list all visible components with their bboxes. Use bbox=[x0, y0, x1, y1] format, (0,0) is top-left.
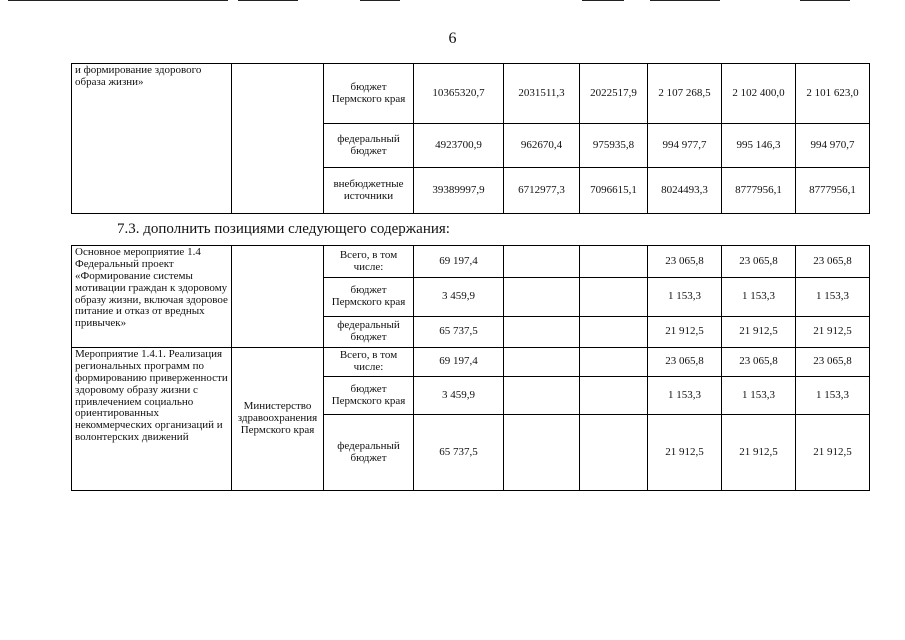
value-cell: 1 153,3 bbox=[796, 278, 870, 317]
value-cell: 21 912,5 bbox=[648, 415, 722, 491]
program-name-cell: и формирование здорового образа жизни» bbox=[72, 64, 232, 214]
value-cell bbox=[504, 278, 580, 317]
top-edge-line bbox=[650, 0, 720, 1]
activity-name-cell: Мероприятие 1.4.1. Реализация региональных программ по формированию приверженности здоровому образу жизни с привлечением социально ориентированных некоммерческих организаций и волонтерских движений bbox=[72, 348, 232, 491]
value-cell: 8777956,1 bbox=[722, 168, 796, 214]
value-cell: 21 912,5 bbox=[796, 415, 870, 491]
value-cell: 994 970,7 bbox=[796, 124, 870, 168]
value-cell: 1 153,3 bbox=[648, 278, 722, 317]
funding-source-cell: федеральный бюджет bbox=[324, 415, 414, 491]
value-cell: 1 153,3 bbox=[796, 377, 870, 415]
funding-source-cell: бюджет Пермского края bbox=[324, 278, 414, 317]
value-cell: 23 065,8 bbox=[648, 246, 722, 278]
value-cell: 21 912,5 bbox=[796, 317, 870, 348]
value-cell: 2 107 268,5 bbox=[648, 64, 722, 124]
value-cell: 4923700,9 bbox=[414, 124, 504, 168]
value-cell: 1 153,3 bbox=[648, 377, 722, 415]
value-cell bbox=[504, 377, 580, 415]
value-cell: 23 065,8 bbox=[648, 348, 722, 377]
value-cell: 23 065,8 bbox=[722, 246, 796, 278]
funding-source-cell: Всего, в том числе: bbox=[324, 348, 414, 377]
funding-source-cell: бюджет Пермского края bbox=[324, 64, 414, 124]
value-cell: 6712977,3 bbox=[504, 168, 580, 214]
top-edge-line bbox=[238, 0, 298, 1]
value-cell: 1 153,3 bbox=[722, 377, 796, 415]
value-cell: 69 197,4 bbox=[414, 246, 504, 278]
value-cell: 7096615,1 bbox=[580, 168, 648, 214]
value-cell: 21 912,5 bbox=[722, 317, 796, 348]
value-cell: 975935,8 bbox=[580, 124, 648, 168]
value-cell bbox=[580, 246, 648, 278]
value-cell: 39389997,9 bbox=[414, 168, 504, 214]
value-cell: 2031511,3 bbox=[504, 64, 580, 124]
value-cell: 65 737,5 bbox=[414, 415, 504, 491]
budget-table-continuation bbox=[71, 63, 870, 214]
value-cell: 23 065,8 bbox=[722, 348, 796, 377]
executor-cell bbox=[232, 246, 324, 348]
top-edge-line bbox=[582, 0, 624, 1]
funding-source-cell: Всего, в том числе: bbox=[324, 246, 414, 278]
value-cell: 1 153,3 bbox=[722, 278, 796, 317]
value-cell: 21 912,5 bbox=[648, 317, 722, 348]
main-activity-name-cell: Основное мероприятие 1.4 Федеральный проект «Формирование системы мотивации граждан к здоровому образу жизни, включая здоровое питание и отказ от вредных привычек» bbox=[72, 246, 232, 348]
value-cell: 995 146,3 bbox=[722, 124, 796, 168]
value-cell: 8024493,3 bbox=[648, 168, 722, 214]
value-cell bbox=[580, 278, 648, 317]
value-cell: 994 977,7 bbox=[648, 124, 722, 168]
value-cell: 23 065,8 bbox=[796, 246, 870, 278]
executor-cell: Министерство здравоохранения Пермского края bbox=[232, 348, 324, 491]
top-edge-line bbox=[8, 0, 228, 1]
value-cell: 2 101 623,0 bbox=[796, 64, 870, 124]
funding-source-cell: федеральный бюджет bbox=[324, 124, 414, 168]
value-cell: 21 912,5 bbox=[722, 415, 796, 491]
value-cell: 2 102 400,0 bbox=[722, 64, 796, 124]
top-edge-line bbox=[800, 0, 850, 1]
value-cell bbox=[504, 246, 580, 278]
value-cell: 962670,4 bbox=[504, 124, 580, 168]
value-cell: 8777956,1 bbox=[796, 168, 870, 214]
top-edge-line bbox=[360, 0, 400, 1]
funding-source-cell: внебюджетные источники bbox=[324, 168, 414, 214]
value-cell bbox=[504, 317, 580, 348]
executor-cell bbox=[232, 64, 324, 214]
value-cell bbox=[580, 348, 648, 377]
value-cell: 2022517,9 bbox=[580, 64, 648, 124]
value-cell: 65 737,5 bbox=[414, 317, 504, 348]
value-cell bbox=[504, 348, 580, 377]
value-cell: 10365320,7 bbox=[414, 64, 504, 124]
value-cell bbox=[580, 317, 648, 348]
value-cell: 69 197,4 bbox=[414, 348, 504, 377]
budget-table-additions bbox=[71, 245, 870, 491]
value-cell bbox=[580, 377, 648, 415]
funding-source-cell: федеральный бюджет bbox=[324, 317, 414, 348]
section-heading: 7.3. дополнить позициями следующего содержания: bbox=[117, 221, 450, 237]
page-number: 6 bbox=[448, 30, 457, 47]
value-cell: 23 065,8 bbox=[796, 348, 870, 377]
value-cell: 3 459,9 bbox=[414, 278, 504, 317]
value-cell bbox=[580, 415, 648, 491]
value-cell: 3 459,9 bbox=[414, 377, 504, 415]
value-cell bbox=[504, 415, 580, 491]
funding-source-cell: бюджет Пермского края bbox=[324, 377, 414, 415]
